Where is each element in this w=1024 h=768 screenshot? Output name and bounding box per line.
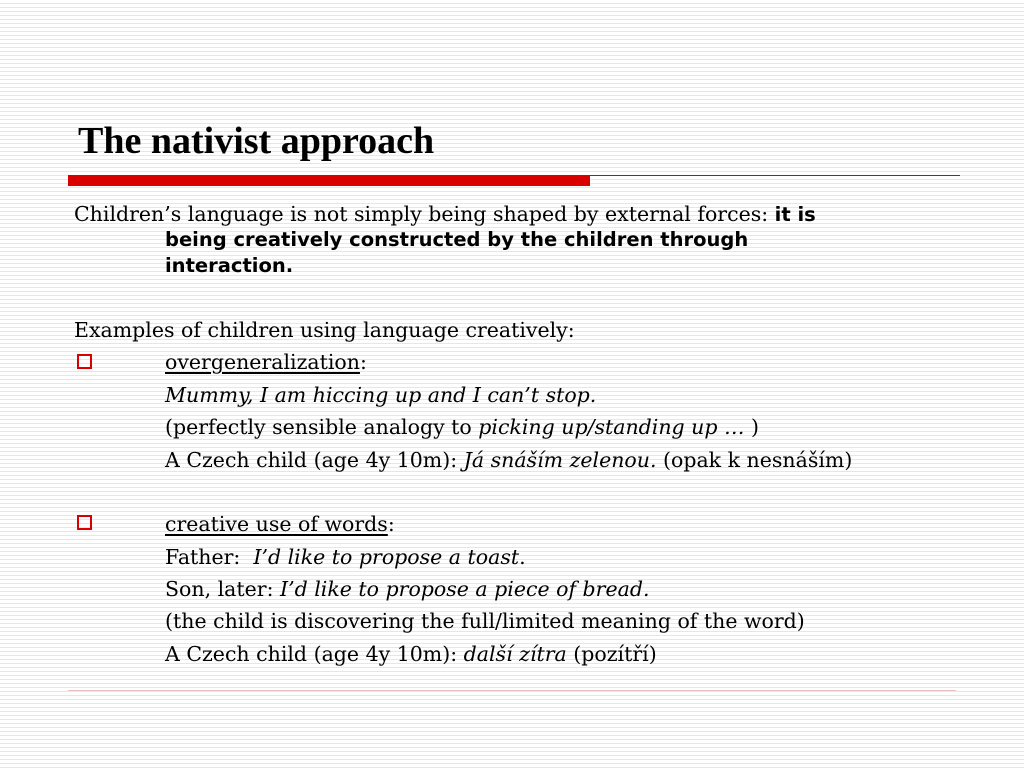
section-1-line-1 [165, 382, 596, 408]
section-1-line-2-italic: picking up/standing up … [478, 415, 745, 439]
section-1-heading: overgeneralization [165, 350, 360, 374]
section-1-line-3-prefix: A Czech child (age 4y 10m): [165, 448, 464, 472]
intro-line-1 [74, 201, 816, 228]
section-2-heading: creative use of words [165, 512, 388, 536]
section-1-heading-line [165, 349, 367, 375]
section-2-line-2-prefix: Son, later: [165, 577, 280, 601]
section-1-line-2 [165, 414, 759, 440]
examples-heading: Examples of children using language creatively: [74, 318, 575, 342]
section-1-line-3-italic: Já snáším zelenou. [463, 448, 657, 472]
section-2-line-1-italic: I’d like to propose a toast [253, 545, 520, 569]
intro-text: Children’s language is not simply being shaped by external forces: [74, 202, 775, 226]
section-2-line-4-italic: další zítra [463, 642, 567, 666]
intro-bold-1: it is [774, 203, 816, 226]
section-2-line-4-suffix: (pozítří) [566, 642, 657, 666]
section-2-line-4-prefix: A Czech child (age 4y 10m): [165, 642, 464, 666]
section-2-line-3: (the child is discovering the full/limited meaning of the word) [165, 609, 805, 633]
section-1-line-2-suffix: ) [744, 415, 760, 439]
intro-bold-2: being creatively constructed by the children through [165, 228, 749, 251]
section-2-line-2 [165, 576, 649, 602]
title-accent-bar [68, 176, 590, 186]
intro-bold-3: interaction. [165, 254, 294, 277]
section-2-heading-line [165, 511, 395, 537]
section-2-line-1-suffix: . [519, 545, 526, 569]
hollow-square-bullet-icon [77, 354, 92, 369]
section-1-line-2-prefix: (perfectly sensible analogy to [165, 415, 479, 439]
section-2-heading-suffix: : [387, 512, 395, 536]
section-1-heading-suffix: : [359, 350, 367, 374]
section-2-line-1 [165, 544, 526, 570]
section-1-line-3 [165, 447, 852, 473]
section-1-line-3-suffix: (opak k nesnáším) [656, 448, 853, 472]
footer-divider-line [68, 690, 956, 691]
slide-title: The nativist approach [78, 120, 435, 162]
section-2-line-1-prefix: Father: [165, 545, 254, 569]
hollow-square-bullet-icon [77, 515, 92, 530]
section-2-line-2-italic: I’d like to propose a piece of bread. [280, 577, 650, 601]
section-1-quote: Mummy, I am hiccing up and I can’t stop. [165, 383, 597, 407]
section-2-line-4 [165, 641, 657, 667]
